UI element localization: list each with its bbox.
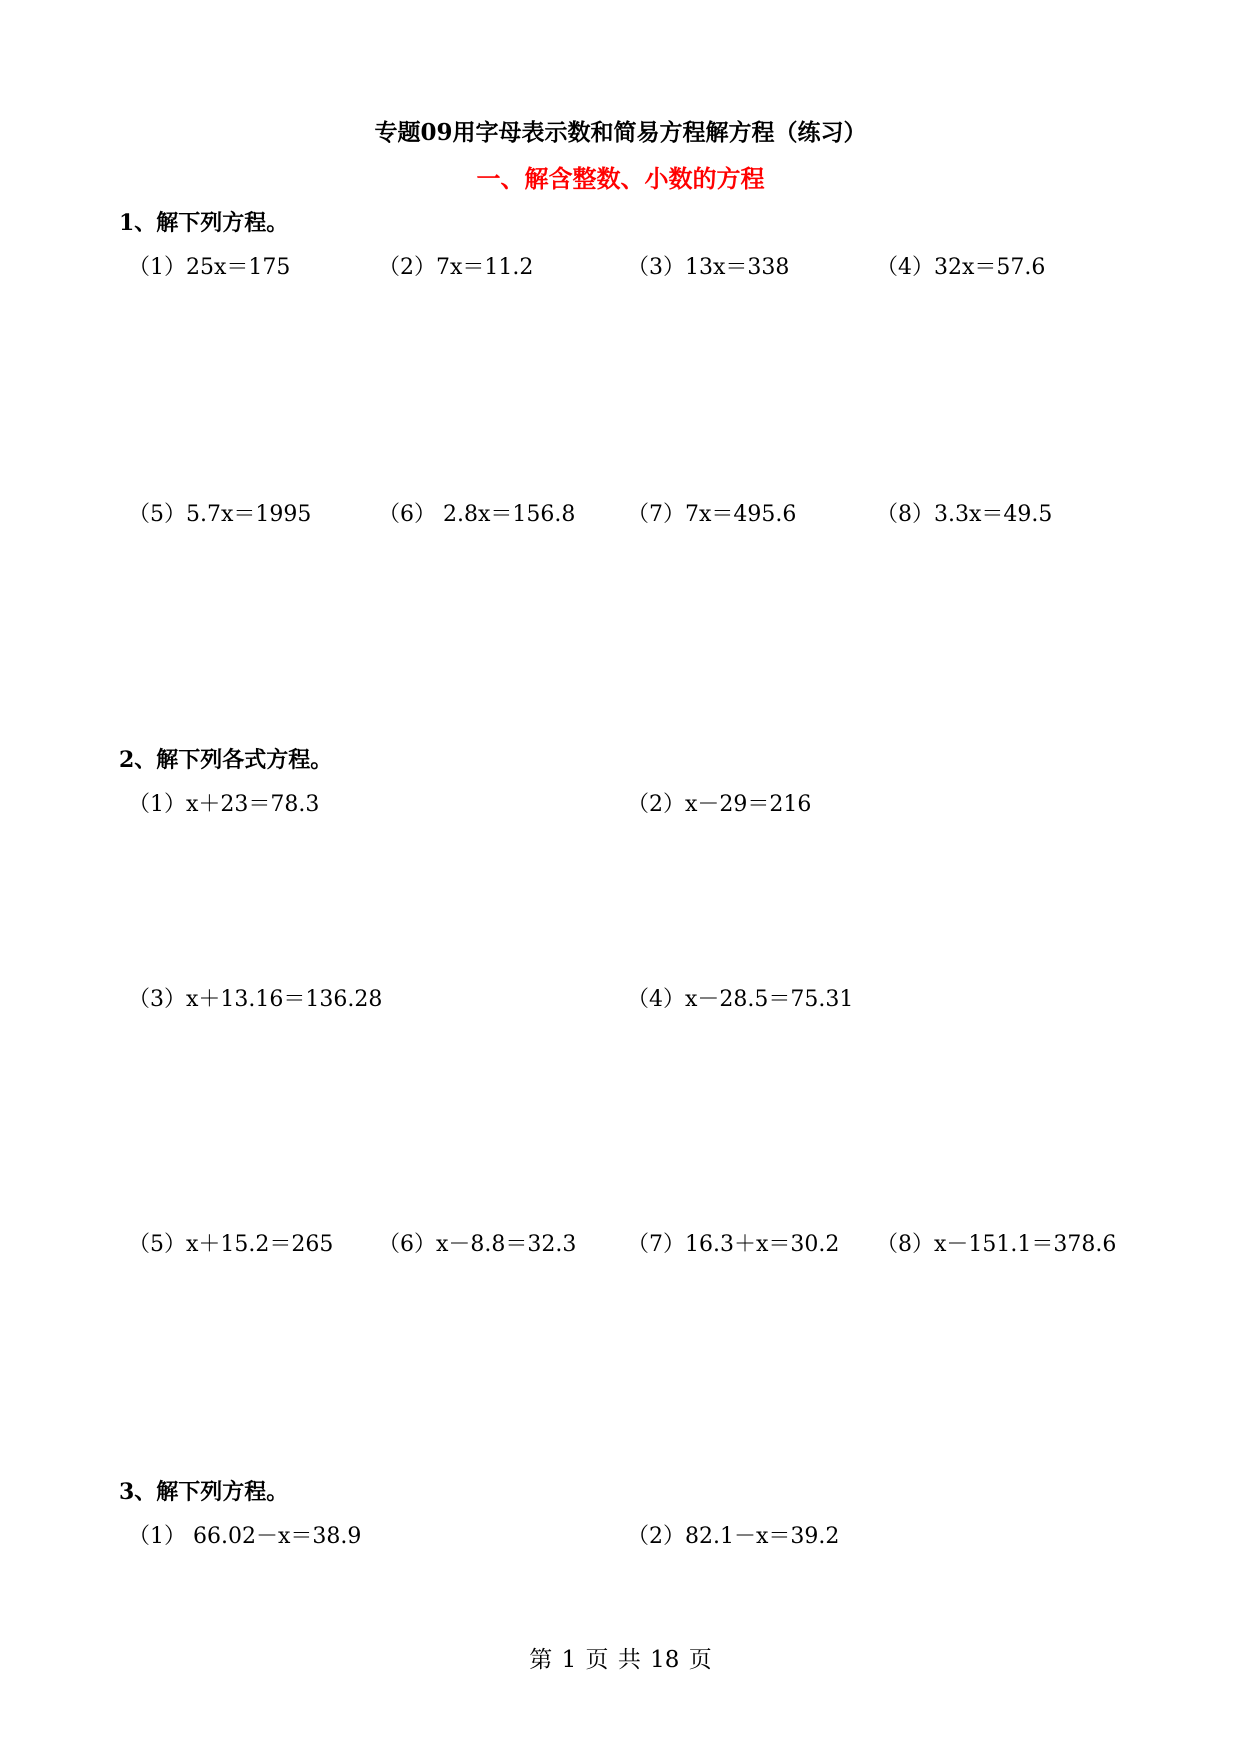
equation-item: （1）25x＝175 — [128, 255, 291, 280]
question-3-heading: 3、解下列方程。 — [119, 1479, 289, 1505]
equation-item: （7）16.3＋x＝30.2 — [627, 1232, 840, 1257]
equation-item: （2）82.1－x＝39.2 — [627, 1524, 840, 1549]
equation-item: （1）x＋23＝78.3 — [128, 792, 320, 817]
equation-item: （6） 2.8x＝156.8 — [378, 502, 576, 527]
equation-item: （3）13x＝338 — [627, 255, 790, 280]
section-subtitle: 一、解含整数、小数的方程 — [476, 164, 765, 193]
equation-item: （4）x－28.5＝75.31 — [627, 987, 854, 1012]
equation-item: （1） 66.02－x＝38.9 — [128, 1524, 362, 1549]
equation-item: （8）x－151.1＝378.6 — [876, 1232, 1117, 1257]
equation-item: （8）3.3x＝49.5 — [876, 502, 1053, 527]
equation-item: （5）x＋15.2＝265 — [128, 1232, 334, 1257]
equation-item: （2）x－29＝216 — [627, 792, 812, 817]
page-number-footer: 第 1 页 共 18 页 — [529, 1647, 712, 1673]
equation-item: （4）32x＝57.6 — [876, 255, 1046, 280]
equation-item: （6）x－8.8＝32.3 — [378, 1232, 577, 1257]
equation-item: （5）5.7x＝1995 — [128, 502, 312, 527]
page-title: 专题09用字母表示数和简易方程解方程（练习） — [374, 119, 867, 146]
question-1-heading: 1、解下列方程。 — [119, 210, 289, 236]
equation-item: （3）x＋13.16＝136.28 — [128, 987, 383, 1012]
question-2-heading: 2、解下列各式方程。 — [119, 747, 333, 773]
equation-item: （7）7x＝495.6 — [627, 502, 797, 527]
equation-item: （2）7x＝11.2 — [378, 255, 534, 280]
